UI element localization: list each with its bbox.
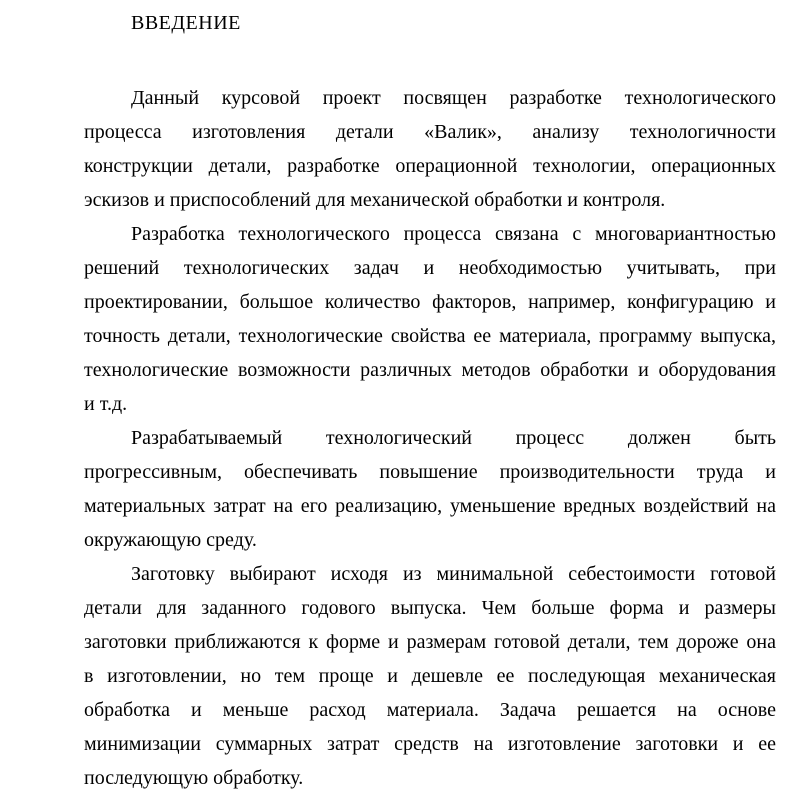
- text-line: последующую обработку.: [84, 767, 304, 789]
- text-line: и т.д.: [84, 393, 128, 415]
- text-line: Заготовку выбирают исходя из минимальной себестоимости готовой: [131, 563, 776, 585]
- text-line: в изготовлении, но тем проще и дешевле ее последующая механическая: [84, 665, 776, 687]
- text-line: обработка и меньше расход материала. Задача решается на основе: [84, 699, 776, 721]
- page-title: ВВЕДЕНИЕ: [131, 12, 241, 34]
- text-line: конструкции детали, разработке операционной технологии, операционных: [84, 155, 776, 177]
- text-line: Данный курсовой проект посвящен разработке технологического: [131, 87, 776, 109]
- text-line: материальных затрат на его реализацию, уменьшение вредных воздействий на: [84, 495, 776, 517]
- text-line: прогрессивным, обеспечивать повышение производительности труда и: [84, 461, 776, 483]
- text-line: Разработка технологического процесса связана с многовариантностью: [131, 223, 776, 245]
- text-line: эскизов и приспособлений для механической обработки и контроля.: [84, 189, 666, 211]
- paragraph: [84, 421, 776, 557]
- text-line: окружающую среду.: [84, 529, 257, 551]
- text-line: минимизации суммарных затрат средств на изготовление заготовки и ее: [84, 733, 776, 755]
- paragraph: [84, 557, 776, 795]
- paragraph: [84, 81, 776, 217]
- paragraph: [84, 217, 776, 421]
- text-line: точность детали, технологические свойства ее материала, программу выпуска,: [84, 325, 776, 347]
- text-line: технологические возможности различных методов обработки и оборудования: [84, 359, 776, 381]
- text-line: Разрабатываемый технологический процесс должен быть: [131, 427, 776, 449]
- text-line: процесса изготовления детали «Валик», анализу технологичности: [84, 121, 776, 143]
- text-line: заготовки приближаются к форме и размерам готовой детали, тем дороже она: [84, 631, 776, 653]
- text-line: детали для заданного годового выпуска. Чем больше форма и размеры: [84, 597, 776, 619]
- document-body: [84, 81, 776, 795]
- text-line: проектировании, большое количество факторов, например, конфигурацию и: [84, 291, 776, 313]
- text-line: решений технологических задач и необходимостью учитывать, при: [84, 257, 776, 279]
